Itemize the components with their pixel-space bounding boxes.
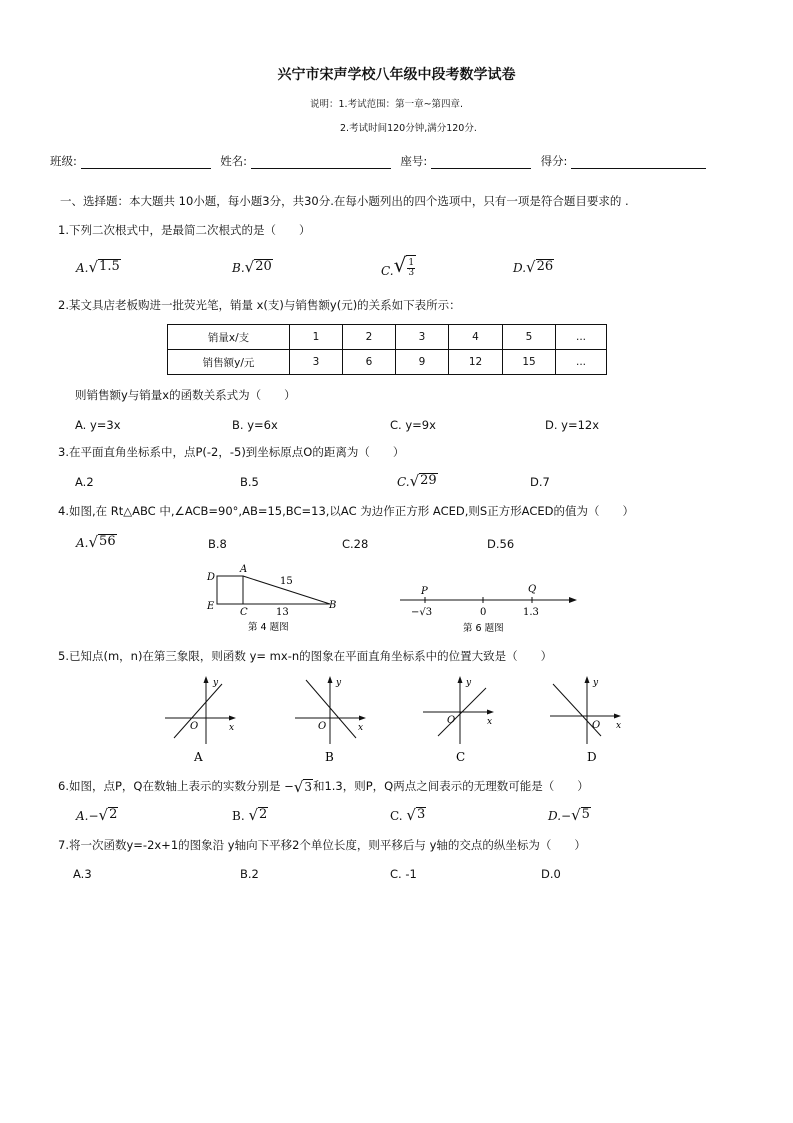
table-cell: 5 (503, 325, 556, 350)
label-c: C (240, 607, 248, 618)
q6-option-a[interactable]: A.− √ 2 (76, 806, 118, 824)
figure-4-triangle (200, 560, 350, 638)
q5-graph-d[interactable] (545, 672, 630, 767)
class-label: 班级: (50, 154, 77, 168)
graph-label-b: B (325, 750, 334, 764)
function-line (306, 680, 356, 738)
y-axis-arrow (204, 676, 209, 683)
q4-option-c[interactable]: C.28 (342, 537, 369, 551)
label-a: A (240, 564, 248, 575)
q3-option-b[interactable]: B.5 (240, 475, 259, 489)
table-cell: 销售额y/元 (168, 350, 290, 375)
q7-option-d[interactable]: D.0 (541, 867, 561, 881)
question-2-stem: 2.某文具店老板购进一批荧光笔，销量 x(支)与销售额y(元)的关系如下表所示： (58, 298, 461, 312)
q3-option-d[interactable]: D.7 (530, 475, 550, 489)
q6-d-radicand: 5 (581, 807, 590, 822)
q2-option-b[interactable]: B. y=6x (232, 418, 278, 432)
table-cell: 销量x/支 (168, 325, 290, 350)
figure-4-caption: 第 4 题图 (248, 622, 289, 633)
student-info-row (50, 153, 706, 169)
table-cell: 6 (343, 350, 396, 375)
seat-label: 座号: (400, 154, 428, 168)
label-y: y (213, 678, 219, 688)
label-origin: O (592, 720, 601, 731)
table-cell: 15 (503, 350, 556, 375)
table-cell: 1 (290, 325, 343, 350)
exam-note-scope: 说明：1.考试范围：第一章~第四章. (310, 99, 464, 110)
graph-label-c: C (456, 750, 466, 764)
q6-c-radicand: 3 (416, 807, 426, 822)
question-1-stem: 1.下列二次根式中，是最简二次根式的是（ ） (58, 223, 311, 237)
score-label: 得分: (540, 154, 568, 168)
figure-6-caption: 第 6 题图 (463, 623, 504, 634)
label-neg-sqrt3: −√3 (411, 607, 433, 618)
table-cell: 12 (449, 350, 503, 375)
exam-title: 兴宁市宋声学校八年级中段考数学试卷 (277, 67, 516, 83)
q1-option-c[interactable]: C. √ $\frac{1}{3}$ (381, 253, 415, 278)
q5-graph-a[interactable] (160, 672, 240, 767)
q4-option-d[interactable]: D.56 (487, 537, 515, 551)
q2-option-c[interactable]: C. y=9x (390, 418, 436, 432)
label-x: x (487, 717, 493, 727)
graph-label-d: D (587, 750, 597, 764)
q4-option-b[interactable]: B.8 (208, 537, 227, 551)
q2-option-d[interactable]: D. y=12x (545, 418, 600, 432)
q2-option-a[interactable]: A. y=3x (75, 418, 121, 432)
q3-option-c[interactable]: C. √ 29 (397, 472, 437, 490)
label-x: x (616, 721, 622, 731)
q1-option-d[interactable]: D. √ 26 (513, 258, 554, 276)
y-axis-arrow (585, 676, 590, 683)
q3-c-radicand: 29 (420, 473, 437, 488)
label-cb-length: 13 (276, 607, 289, 618)
q1-option-a[interactable]: A. √ 1.5 (76, 258, 120, 276)
section-heading: 一、选择题：本大题共 10小题，每小题3分，共30分.在每小题列出的四个选项中，只有一项是符合题目要求的 . (60, 194, 629, 208)
label-origin: O (447, 715, 456, 726)
q6-stem-part-1: 6.如图，点P，Q在数轴上表示的实数分别是 − (58, 779, 294, 793)
q1-a-radicand: 1.5 (99, 259, 120, 274)
x-axis-arrow (614, 714, 621, 719)
q7-option-a[interactable]: A.3 (73, 867, 92, 881)
q1-b-radicand: 20 (255, 259, 272, 274)
table-cell: 2 (343, 325, 396, 350)
name-blank[interactable] (251, 156, 391, 169)
q6-stem-radicand: 3 (304, 780, 312, 794)
q1-d-radicand: 26 (536, 259, 554, 274)
q6-a-radicand: 2 (109, 807, 118, 822)
q6-option-b[interactable]: B. √ 2 (232, 806, 268, 824)
seat-blank[interactable] (431, 156, 531, 169)
label-q-value: 1.3 (523, 607, 539, 618)
question-3-stem: 3.在平面直角坐标系中，点P(-2，-5)到坐标原点O的距离为（ ） (58, 445, 405, 459)
q4-option-a[interactable]: A. √ 56 (76, 533, 116, 551)
label-q: Q (528, 584, 537, 595)
table-cell: 4 (449, 325, 503, 350)
sales-table (167, 324, 607, 375)
question-4-stem: 4.如图,在 Rt△ABC 中,∠ACB=90°,AB=15,BC=13,以AC 为边作正方形 ACED,则S正方形ACED的值为（ ） (58, 504, 635, 518)
question-2-follow: 则销售额y与销量x的函数关系式为（ ） (75, 388, 296, 402)
y-axis-arrow (328, 676, 333, 683)
table-cell: 3 (396, 325, 449, 350)
label-e: E (207, 601, 215, 612)
score-blank[interactable] (571, 156, 706, 169)
y-axis-arrow (458, 676, 463, 683)
q6-option-c[interactable]: C. √ 3 (390, 806, 426, 824)
label-b: B (329, 600, 337, 611)
q6-stem-part-2: 和1.3，则P，Q两点之间表示的无理数可能是（ ） (312, 779, 589, 793)
number-line-arrow (569, 597, 577, 603)
label-p: P (421, 586, 428, 597)
x-axis-arrow (359, 716, 366, 721)
name-label: 姓名: (220, 154, 248, 168)
table-cell: ... (556, 325, 607, 350)
exam-note-time: 2.考试时间120分钟,满分120分. (340, 123, 477, 134)
q1-option-b[interactable]: B. √ 20 (232, 258, 272, 276)
q7-option-c[interactable]: C. -1 (390, 867, 417, 881)
label-origin: O (190, 721, 199, 732)
q3-option-a[interactable]: A.2 (75, 475, 94, 489)
q5-graph-c[interactable] (420, 672, 500, 767)
x-axis-arrow (229, 716, 236, 721)
question-5-stem: 5.已知点(m，n)在第三象限，则函数 y= mx-n的图象在平面直角坐标系中的位置大致是（ ） (58, 649, 553, 663)
q1-c-denominator: 3 (408, 268, 415, 278)
q6-b-radicand: 2 (259, 807, 268, 822)
q7-option-b[interactable]: B.2 (240, 867, 259, 881)
table-row (168, 325, 607, 350)
table-row (168, 350, 607, 375)
label-ab-length: 15 (280, 576, 293, 587)
q4-a-radicand: 56 (99, 534, 116, 549)
label-y: y (336, 678, 342, 688)
q5-graph-b[interactable] (290, 672, 370, 767)
label-x: x (229, 723, 235, 733)
label-origin: O (318, 721, 327, 732)
label-d: D (207, 572, 216, 583)
q1-c-numerator: 1 (408, 258, 415, 268)
label-y: y (466, 678, 472, 688)
q6-option-d[interactable]: D.− √ 5 (548, 806, 590, 824)
label-y: y (593, 678, 599, 688)
graph-label-a: A (194, 750, 203, 764)
x-axis-arrow (487, 710, 494, 715)
table-cell: 3 (290, 350, 343, 375)
square-aced (217, 576, 243, 604)
table-cell: ... (556, 350, 607, 375)
table-cell: 9 (396, 350, 449, 375)
label-zero: 0 (480, 607, 487, 618)
label-x: x (358, 723, 364, 733)
figure-6-number-line (395, 578, 585, 638)
class-blank[interactable] (81, 156, 211, 169)
question-7-stem: 7.将一次函数y=-2x+1的图象沿 y轴向下平移2个单位长度，则平移后与 y轴的交点的纵坐标为（ ） (58, 838, 586, 852)
question-6-stem: 6.如图，点P，Q在数轴上表示的实数分别是 − √ 3 和1.3，则P，Q两点之间表示的无理数可能是（ ） (58, 778, 589, 796)
